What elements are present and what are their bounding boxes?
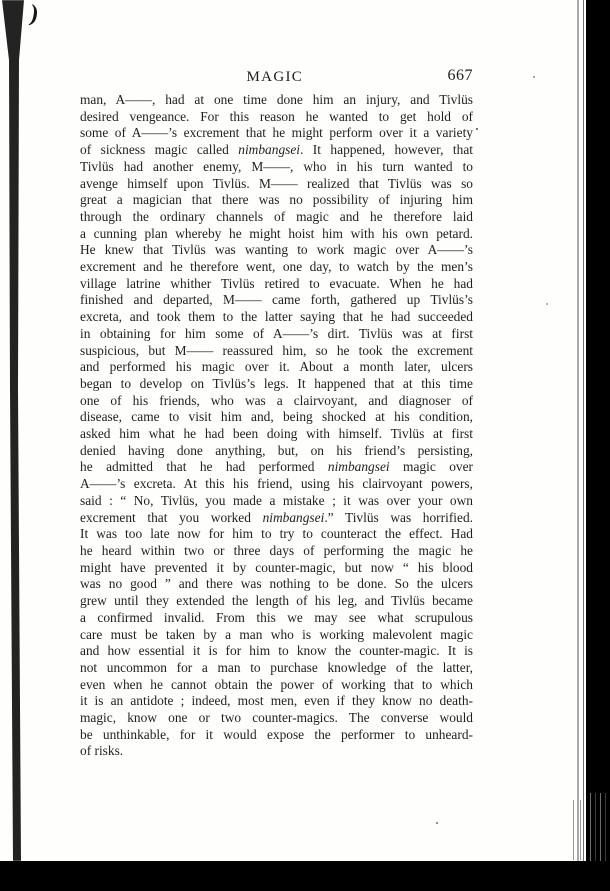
text-line: even when he cannot obtain the power of working that to which	[80, 676, 473, 692]
text-line: began to develop on Tivlüs’s legs. It happened that at this time	[80, 375, 473, 391]
scan-speck	[533, 76, 535, 78]
page-stack-streaks-edge	[570, 800, 586, 860]
text-line: a confirmed invalid. From this we may see what scrupulous	[80, 609, 473, 625]
text-line: be unthinkable, for it would expose the performer to unheard-	[80, 726, 473, 742]
text-line: suspicious, but M—— reassured him, so he took the excrement	[80, 342, 473, 358]
text-line: through the ordinary channels of magic and he therefore laid	[80, 208, 473, 224]
scan-background-right	[586, 0, 610, 891]
text-line: It was too late now for him to try to counteract the effect. Had	[80, 526, 473, 542]
text-line: Tivlüs had another enemy, M——, who in his turn wanted to	[80, 158, 473, 174]
page-number: 667	[447, 67, 473, 84]
text-line: great a magician that there was no possibility of injuring him	[80, 192, 473, 208]
text-line: of sickness magic called nimbangsei. It happened, however, that	[80, 142, 473, 158]
chapter-title: MAGIC	[246, 69, 304, 85]
text-line: desired vengeance. For this reason he wanted to get hold of	[80, 108, 473, 124]
text-line: might have prevented it by counter-magic, but now “ his blood	[80, 559, 473, 575]
handwritten-pen-mark: )	[27, 0, 41, 28]
text-line: a cunning plan whereby he might hoist him with his own petard.	[80, 225, 473, 241]
text-line: A——’s excreta. At this his friend, using his clairvoyant powers,	[80, 476, 473, 492]
text-line: some of A——’s excrement that he might perform over it a variety	[80, 125, 473, 141]
text-line: not uncommon for a man to purchase knowledge of the latter,	[80, 659, 473, 675]
text-line: avenge himself upon Tivlüs. M—— realized that Tivlüs was so	[80, 175, 473, 191]
scan-background-bottom	[0, 861, 610, 891]
text-line: said : “ No, Tivlüs, you made a mistake ; it was over your own	[80, 492, 473, 508]
page-edge-line-inner	[583, 0, 584, 861]
text-line: excrement and he therefore went, one day, to watch by the men’s	[80, 259, 473, 275]
text-line: he admitted that he had performed nimbangsei magic over	[80, 459, 473, 475]
text-line: care must be taken by a man who is working malevolent magic	[80, 626, 473, 642]
text-line: in obtaining for him some of A——’s dirt. Tivlüs was at first	[80, 325, 473, 341]
text-line: was no good ” and there was nothing to be done. So the ulcers	[80, 576, 473, 592]
text-line: asked him what he had been doing with himself. Tivlüs at first	[80, 426, 473, 442]
text-line: and performed his magic over it. About a month later, ulcers	[80, 359, 473, 375]
text-line: disease, came to visit him and, being shocked at his condition,	[80, 409, 473, 425]
text-line: of risks.	[80, 743, 124, 759]
scan-speck	[546, 303, 548, 305]
text-line: and how essential it is for him to know the counter-magic. It is	[80, 643, 473, 659]
text-line: magic, know one or two counter-magics. The converse would	[80, 710, 473, 726]
text-line: he heard within two or three days of performing the magic he	[80, 542, 473, 558]
text-line: man, A——, had at one time done him an injury, and Tivlüs	[80, 92, 473, 107]
text-line: finished and departed, M—— came forth, gathered up Tivlüs’s	[80, 292, 473, 308]
page-stack-streaks	[586, 793, 610, 861]
text-line: grew until they extended the length of his leg, and Tivlüs became	[80, 593, 473, 609]
scan-speck	[476, 128, 478, 130]
running-head	[80, 69, 473, 87]
text-line: denied having done anything, but, on his friend’s persisting,	[80, 442, 473, 458]
text-line: excreta, and took them to the latter saying that he had succeeded	[80, 309, 473, 325]
binding-gutter-shadow	[0, 0, 26, 861]
body-text	[80, 92, 473, 760]
scan-speck	[436, 822, 438, 824]
text-line: one of his friends, who was a clairvoyant, and diagnoser of	[80, 392, 473, 408]
page-edge-line	[577, 0, 579, 861]
text-line: excrement that you worked nimbangsei.” Tivlüs was horrified.	[80, 509, 473, 525]
text-line: He knew that Tivlüs was wanting to work magic over A——’s	[80, 242, 473, 258]
text-line: it is an antidote ; indeed, most men, even if they know no death-	[80, 693, 473, 709]
text-line: village latrine whither Tivlüs retired to evacuate. When he had	[80, 275, 473, 291]
